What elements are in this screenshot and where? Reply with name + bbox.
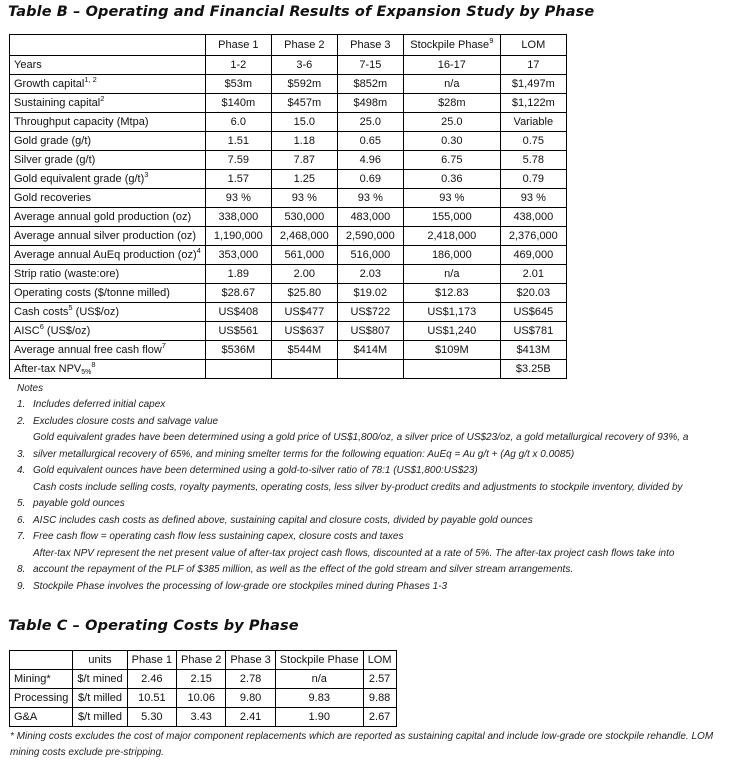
cell-value: 4.96 [337,151,403,170]
cell-value: $457m [271,94,337,113]
cell-value: 438,000 [500,208,566,227]
cell-value: $109M [403,341,500,360]
table-b-row [10,265,567,284]
note-item [17,463,737,480]
cell-value: 338,000 [205,208,271,227]
table-b-row [10,113,567,132]
cell-value: 7.59 [205,151,271,170]
note-number: 5. [17,498,26,509]
cell-value: $12.83 [403,284,500,303]
cell-value: 6.0 [205,113,271,132]
cell-value: 17 [500,56,566,75]
note-number: 3. [17,448,26,460]
note-text-line2: payable gold ounces [33,498,125,509]
table-c-operating-costs [9,650,397,727]
row-label-text: Operating costs ($/tonne milled) [14,287,170,299]
row-label-text: AISC [14,325,40,337]
cell-value: 1-2 [205,56,271,75]
note-item [17,480,737,513]
cell-value: 0.69 [337,170,403,189]
row-label-text: Average annual free cash flow [14,344,162,356]
row-label-text: After-tax NPV [14,363,82,375]
cell-value: US$408 [205,303,271,322]
cell-value: 10.06 [177,689,226,708]
table-c-row [10,708,397,727]
cell-value: 9.88 [363,689,396,708]
cell-value: 1,190,000 [205,227,271,246]
cell-value: $592m [271,75,337,94]
note-number: 2. [17,415,26,427]
row-label-sup: 3 [144,170,149,179]
notes-heading: Notes [17,383,44,394]
notes-section [17,380,737,595]
cell-value: US$1,240 [403,322,500,341]
table-c-header-stockpile-phase: Stockpile Phase [275,651,363,670]
cell-value: 561,000 [271,246,337,265]
cell-value: US$645 [500,303,566,322]
cell-value: US$637 [271,322,337,341]
row-units: $/t milled [73,708,127,727]
row-label [10,170,206,189]
note-number: 7. [17,531,26,542]
row-label [10,246,206,265]
cell-value: 1.57 [205,170,271,189]
cell-value: 9.80 [226,689,275,708]
row-label: Processing [10,689,73,708]
cell-value: 2.46 [127,670,176,689]
table-b-row [10,284,567,303]
row-label-sup: 8 [91,360,96,369]
stockpile-header-label: Stockpile Phase [410,39,490,51]
table-b-title: Table B – Operating and Financial Results of Expansion Study by Phase [8,4,595,20]
row-label-sub: 5% [81,369,92,376]
cell-value: n/a [403,75,500,94]
row-label [10,132,206,151]
table-c-title: Table C – Operating Costs by Phase [8,618,299,634]
cell-value: 186,000 [403,246,500,265]
cell-value: 0.79 [500,170,566,189]
table-b-row [10,56,567,75]
cell-value: 93 % [337,189,403,208]
note-text-line1: Cash costs include selling costs, royalty payments, operating costs, less silver by-product credits and adjustments to stockpile inventory, divided by [33,481,683,493]
row-label [10,303,206,322]
cell-value: US$477 [271,303,337,322]
cell-value: 2.01 [500,265,566,284]
cell-value: $53m [205,75,271,94]
cell-value: $19.02 [337,284,403,303]
row-label-text: Average annual silver production (oz) [14,230,197,242]
table-c-header-phase-1: Phase 1 [127,651,176,670]
stockpile-header-sup: 9 [489,36,494,45]
cell-value: 5.78 [500,151,566,170]
cell-value: $28m [403,94,500,113]
cell-value: 516,000 [337,246,403,265]
cell-value: 1.90 [275,708,363,727]
row-label-text: Cash costs [14,306,69,318]
table-b-row [10,170,567,189]
cell-value: 15.0 [271,113,337,132]
table-b-row [10,246,567,265]
cell-value: US$807 [337,322,403,341]
row-units: $/t mined [73,670,127,689]
row-label [10,322,206,341]
cell-value: US$561 [205,322,271,341]
cell-value: 1.25 [271,170,337,189]
row-label-text: Growth capital [14,78,85,90]
cell-value: $28.67 [205,284,271,303]
cell-value: $1,122m [500,94,566,113]
row-label-text: Gold recoveries [14,192,92,204]
cell-value: 3.43 [177,708,226,727]
cell-value: 9.83 [275,689,363,708]
note-item [17,579,737,596]
cell-value: $25.80 [271,284,337,303]
table-b-header-stockpile-phase [403,35,500,56]
table-c-footnote: * Mining costs excludes the cost of major component replacements which are reported as sustaining capital and include low-grade ore stockpile rehandle. LOM mining costs exclude pre-stripping. [10,731,714,758]
cell-value: 1.18 [271,132,337,151]
note-number: 4. [17,465,26,476]
table-b-row [10,151,567,170]
row-label [10,208,206,227]
row-label-text: Throughput capacity (Mtpa) [14,116,149,128]
row-label [10,360,206,379]
cell-value: 6.75 [403,151,500,170]
notes-list [17,397,737,595]
table-b-row [10,94,567,113]
cell-value: $1,497m [500,75,566,94]
table-b-row [10,303,567,322]
cell-value [403,360,500,379]
cell-value: $3.25B [500,360,566,379]
cell-value: US$781 [500,322,566,341]
note-number: 6. [17,514,26,526]
cell-value: 2.15 [177,670,226,689]
row-label [10,284,206,303]
table-b-header-phase-3: Phase 3 [337,35,403,56]
table-c-header-phase-2: Phase 2 [177,651,226,670]
table-b-row [10,360,567,379]
cell-value: 483,000 [337,208,403,227]
row-label-text: Gold grade (g/t) [14,135,92,147]
cell-value [271,360,337,379]
cell-value: $140m [205,94,271,113]
table-c-header-lom: LOM [363,651,396,670]
table-b-header-lom: LOM [500,35,566,56]
cell-value: 0.30 [403,132,500,151]
cell-value: $414M [337,341,403,360]
cell-value: 93 % [403,189,500,208]
table-c-header-units: units [73,651,127,670]
cell-value: 2.57 [363,670,396,689]
cell-value: 2,468,000 [271,227,337,246]
note-text-line1: After-tax NPV represent the net present value of after-tax project cash flows, discounted at a rate of 5%. The after-tax project cash flows take into [33,547,675,559]
cell-value: 2.41 [226,708,275,727]
cell-value [205,360,271,379]
cell-value: Variable [500,113,566,132]
table-b-header-blank [10,35,206,56]
cell-value: 93 % [500,189,566,208]
row-label [10,94,206,113]
row-label-text: Average annual gold production (oz) [14,211,192,223]
cell-value: 7.87 [271,151,337,170]
note-text-line1: Gold equivalent grades have been determined using a gold price of US$1,800/oz, a silver price of US$23/oz, a gold metallurgical recovery of 93%, a [33,432,689,443]
cell-value: 2,590,000 [337,227,403,246]
table-c-header-row [10,651,397,670]
cell-value: 1.89 [205,265,271,284]
row-label [10,227,206,246]
cell-value: 93 % [271,189,337,208]
cell-value: 2,418,000 [403,227,500,246]
table-b-row [10,322,567,341]
row-label [10,189,206,208]
row-label-text: Gold equivalent grade (g/t) [14,173,145,185]
cell-value: $498m [337,94,403,113]
cell-value: 2.67 [363,708,396,727]
cell-value: 2,376,000 [500,227,566,246]
cell-value: 2.03 [337,265,403,284]
table-c-row [10,689,397,708]
note-item [17,414,737,431]
cell-value: 1.51 [205,132,271,151]
cell-value: 530,000 [271,208,337,227]
cell-value: 2.00 [271,265,337,284]
note-item [17,397,737,414]
cell-value: 2.78 [226,670,275,689]
table-c-header-phase-3: Phase 3 [226,651,275,670]
table-b-operating-financial-results [9,34,567,379]
row-label [10,151,206,170]
note-number: 1. [17,399,26,410]
note-text: Includes deferred initial capex [33,399,166,410]
row-label-suffix: (US$/oz) [72,306,120,318]
cell-value: 0.36 [403,170,500,189]
cell-value: 16-17 [403,56,500,75]
cell-value: 155,000 [403,208,500,227]
cell-value: 0.75 [500,132,566,151]
table-b-header-phase-2: Phase 2 [271,35,337,56]
cell-value: 353,000 [205,246,271,265]
row-label-sup: 5 [68,303,73,312]
note-text-line2: silver metallurgical recovery of 65%, and mining smelter terms for the following equation: AuEq = Au g/t + (Ag g/t x 0.0085) [33,448,575,460]
cell-value: US$1,173 [403,303,500,322]
cell-value: 5.30 [127,708,176,727]
cell-value: 10.51 [127,689,176,708]
cell-value [337,360,403,379]
cell-value: n/a [275,670,363,689]
cell-value: US$722 [337,303,403,322]
cell-value: 93 % [205,189,271,208]
row-label-sup: 4 [196,246,201,255]
row-label-text: Sustaining capital [14,97,101,109]
cell-value: 3-6 [271,56,337,75]
cell-value: 469,000 [500,246,566,265]
cell-value: $413M [500,341,566,360]
row-label-sup: 2 [100,94,105,103]
note-text: Stockpile Phase involves the processing of low-grade ore stockpiles mined during Phases 1-3 [33,580,448,592]
table-b-row [10,132,567,151]
row-label [10,56,206,75]
note-text: Free cash flow = operating cash flow less sustaining capex, closure costs and taxes [33,531,404,542]
row-label-text: Average annual AuEq production (oz) [14,249,197,261]
cell-value: 25.0 [337,113,403,132]
row-units: $/t milled [73,689,127,708]
note-item [17,513,737,530]
note-item [17,529,737,546]
note-text: Gold equivalent ounces have been determined using a gold-to-silver ratio of 78:1 (US$1,800:US$23) [33,465,478,476]
table-b-row [10,208,567,227]
cell-value: n/a [403,265,500,284]
row-label-text: Strip ratio (waste:ore) [14,268,120,280]
table-b-row [10,75,567,94]
cell-value: $544M [271,341,337,360]
row-label [10,341,206,360]
cell-value: $20.03 [500,284,566,303]
cell-value: 0.65 [337,132,403,151]
table-b-header-phase-1: Phase 1 [205,35,271,56]
row-label [10,113,206,132]
cell-value: $852m [337,75,403,94]
note-text: AISC includes cash costs as defined above, sustaining capital and closure costs, divided by payable gold ounces [33,514,533,526]
row-label [10,265,206,284]
row-label-text: Silver grade (g/t) [14,154,96,166]
table-c-header-blank [10,651,73,670]
cell-value: 25.0 [403,113,500,132]
row-label-text: Years [14,59,42,71]
table-c-row [10,670,397,689]
note-number: 9. [17,580,26,592]
row-label: Mining* [10,670,73,689]
cell-value: 7-15 [337,56,403,75]
row-label: G&A [10,708,73,727]
note-number: 8. [17,564,26,575]
table-b-row [10,341,567,360]
row-label-sup: 6 [39,322,44,331]
note-text-line2: account the repayment of the PLF of $385 million, as well as the effect of the gold stream and silver stream arrangements. [33,564,574,575]
note-text: Excludes closure costs and salvage value [33,415,219,427]
table-b-header-row [10,35,567,56]
table-b-row [10,227,567,246]
note-item [17,430,737,463]
cell-value: $536M [205,341,271,360]
row-label-sup: 7 [161,341,166,350]
row-label-sup: 1, 2 [84,75,97,84]
row-label [10,75,206,94]
table-b-row [10,189,567,208]
note-item [17,546,737,579]
row-label-suffix: (US$/oz) [43,325,91,337]
